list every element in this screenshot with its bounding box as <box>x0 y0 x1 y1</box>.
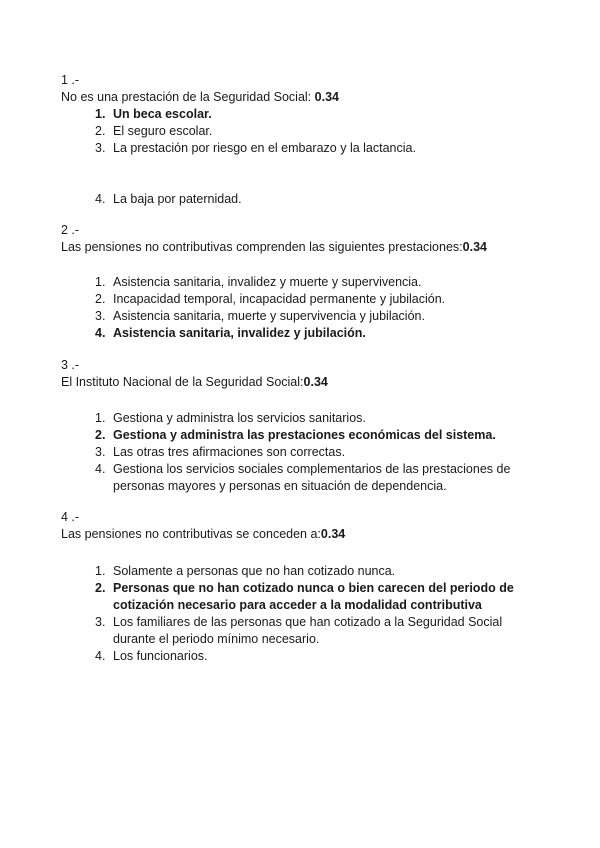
option-1 <box>61 274 541 291</box>
option-text: Incapacidad temporal, incapacidad permanente y jubilación. <box>113 292 446 306</box>
option-text: Los funcionarios. <box>113 649 208 663</box>
option-number: 3. <box>95 309 106 323</box>
option-2 <box>61 580 541 614</box>
option-2 <box>61 291 541 308</box>
question-stem: Las pensiones no contributivas se conceden a: <box>61 527 321 541</box>
option-number: 1. <box>95 107 106 121</box>
question-stem: El Instituto Nacional de la Seguridad Social: <box>61 375 304 389</box>
option-text: Los familiares de las personas que han cotizado a la Seguridad Social durante el periodo mínimo necesario. <box>113 615 503 646</box>
question-number: 3 .- <box>61 358 80 372</box>
question-text <box>61 526 541 543</box>
option-text: La prestación por riesgo en el embarazo y la lactancia. <box>113 141 416 155</box>
option-number: 4. <box>95 326 106 340</box>
option-4 <box>61 648 541 665</box>
option-number: 1. <box>95 275 106 289</box>
option-number: 1. <box>95 564 106 578</box>
option-1 <box>61 410 541 427</box>
option-number: 2. <box>95 124 106 138</box>
option-text: El seguro escolar. <box>113 124 213 138</box>
option-number: 3. <box>95 615 106 629</box>
option-2 <box>61 123 541 140</box>
options-list <box>61 563 541 665</box>
option-number: 2. <box>95 428 106 442</box>
question-1 <box>61 72 541 208</box>
option-text: Asistencia sanitaria, muerte y supervivencia y jubilación. <box>113 309 425 323</box>
option-text: Asistencia sanitaria, invalidez y muerte y supervivencia. <box>113 275 422 289</box>
option-1 <box>61 106 541 123</box>
option-2 <box>61 427 541 444</box>
question-stem: Las pensiones no contributivas comprenden las siguientes prestaciones: <box>61 240 463 254</box>
option-number: 2. <box>95 581 106 595</box>
question-score: 0.34 <box>314 90 339 104</box>
question-number: 1 .- <box>61 73 80 87</box>
option-text: Gestiona los servicios sociales complementarios de las prestaciones de personas mayores y personas en situación de dependencia. <box>113 462 511 493</box>
option-number: 3. <box>95 141 106 155</box>
options-list <box>61 274 541 342</box>
question-text <box>61 239 541 256</box>
question-score: 0.34 <box>462 240 487 254</box>
option-number: 4. <box>95 649 106 663</box>
option-number: 4. <box>95 462 106 476</box>
option-number: 3. <box>95 445 106 459</box>
option-3 <box>61 614 541 648</box>
option-3 <box>61 308 541 325</box>
option-4 <box>61 461 541 495</box>
question-2 <box>61 222 541 342</box>
option-text: Gestiona y administra los servicios sanitarios. <box>113 411 366 425</box>
option-4 <box>61 325 541 342</box>
option-text: Personas que no han cotizado nunca o bien carecen del periodo de cotización necesario para acceder a la modalidad contributiva <box>113 581 514 612</box>
option-number: 2. <box>95 292 106 306</box>
question-number: 2 .- <box>61 223 80 237</box>
option-text: Solamente a personas que no han cotizado nunca. <box>113 564 396 578</box>
question-3 <box>61 357 541 495</box>
question-4 <box>61 509 541 665</box>
option-text: La baja por paternidad. <box>113 192 242 206</box>
option-3 <box>61 140 541 157</box>
question-text <box>61 374 541 391</box>
option-text: Gestiona y administra las prestaciones económicas del sistema. <box>113 428 496 442</box>
option-number: 4. <box>95 192 106 206</box>
option-text: Un beca escolar. <box>113 107 212 121</box>
option-text: Las otras tres afirmaciones son correctas. <box>113 445 346 459</box>
question-text <box>61 89 541 106</box>
option-3 <box>61 444 541 461</box>
question-stem: No es una prestación de la Seguridad Social: <box>61 90 312 104</box>
option-number: 1. <box>95 411 106 425</box>
options-list <box>61 410 541 495</box>
question-score: 0.34 <box>320 527 346 541</box>
question-score: 0.34 <box>303 375 328 389</box>
option-1 <box>61 563 541 580</box>
options-list <box>61 106 541 208</box>
option-4 <box>61 191 541 208</box>
option-text: Asistencia sanitaria, invalidez y jubilación. <box>113 326 366 340</box>
question-number: 4 .- <box>61 510 80 524</box>
